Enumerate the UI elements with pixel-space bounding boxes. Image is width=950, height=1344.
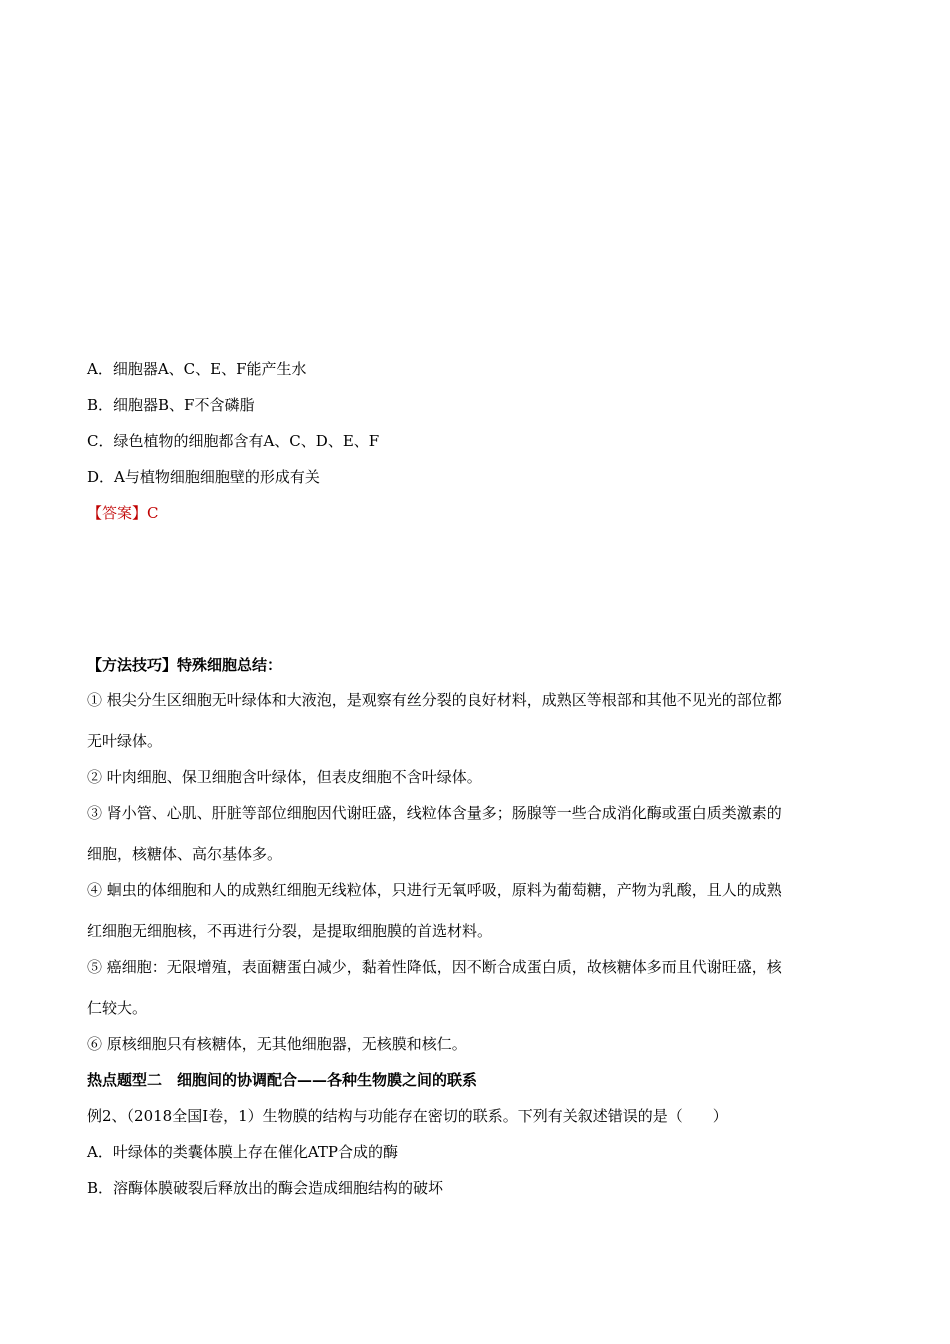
method-line: ① 根尖分生区细胞无叶绿体和大液泡，是观察有丝分裂的良好材料，成熟区等根部和其他不见光的部位都 [87,691,782,709]
option-b: B．细胞器B、F不含磷脂 [87,396,255,414]
method-line: ⑥ 原核细胞只有核糖体，无其他细胞器，无核膜和核仁。 [87,1035,467,1053]
method-line: 仁较大。 [87,999,148,1017]
section-title: 热点题型二 细胞间的协调配合——各种生物膜之间的联系 [87,1071,478,1089]
option-a: A．细胞器A、C、E、F能产生水 [87,360,307,378]
method-heading: 【方法技巧】特殊细胞总结： [87,656,283,674]
method-line: ④ 蛔虫的体细胞和人的成熟红细胞无线粒体，只进行无氧呼吸，原料为葡萄糖，产物为乳酸，且人的成熟 [87,881,782,899]
method-line: ③ 肾小管、心肌、肝脏等部位细胞因代谢旺盛，线粒体含量多；肠腺等一些合成消化酶或蛋白质类激素的 [87,804,782,822]
option-a: A．叶绿体的类囊体膜上存在催化ATP合成的酶 [87,1143,398,1161]
method-line: ⑤ 癌细胞：无限增殖，表面糖蛋白减少，黏着性降低，因不断合成蛋白质，故核糖体多而且代谢旺盛，核 [87,958,782,976]
question-stem: 例2、（2018全国Ⅰ卷，1）生物膜的结构与功能存在密切的联系。下列有关叙述错误的是（ ） [87,1107,728,1125]
method-line: ② 叶肉细胞、保卫细胞含叶绿体，但表皮细胞不含叶绿体。 [87,768,482,786]
option-c: C．绿色植物的细胞都含有A、C、D、E、F [87,432,380,450]
method-line: 无叶绿体。 [87,732,163,750]
method-line: 红细胞无细胞核，不再进行分裂，是提取细胞膜的首选材料。 [87,922,493,940]
option-d: D．A与植物细胞细胞壁的形成有关 [87,468,320,486]
method-line: 细胞，核糖体、高尔基体多。 [87,845,283,863]
option-b: B．溶酶体膜破裂后释放出的酶会造成细胞结构的破坏 [87,1179,444,1197]
answer: 【答案】C [87,504,159,522]
